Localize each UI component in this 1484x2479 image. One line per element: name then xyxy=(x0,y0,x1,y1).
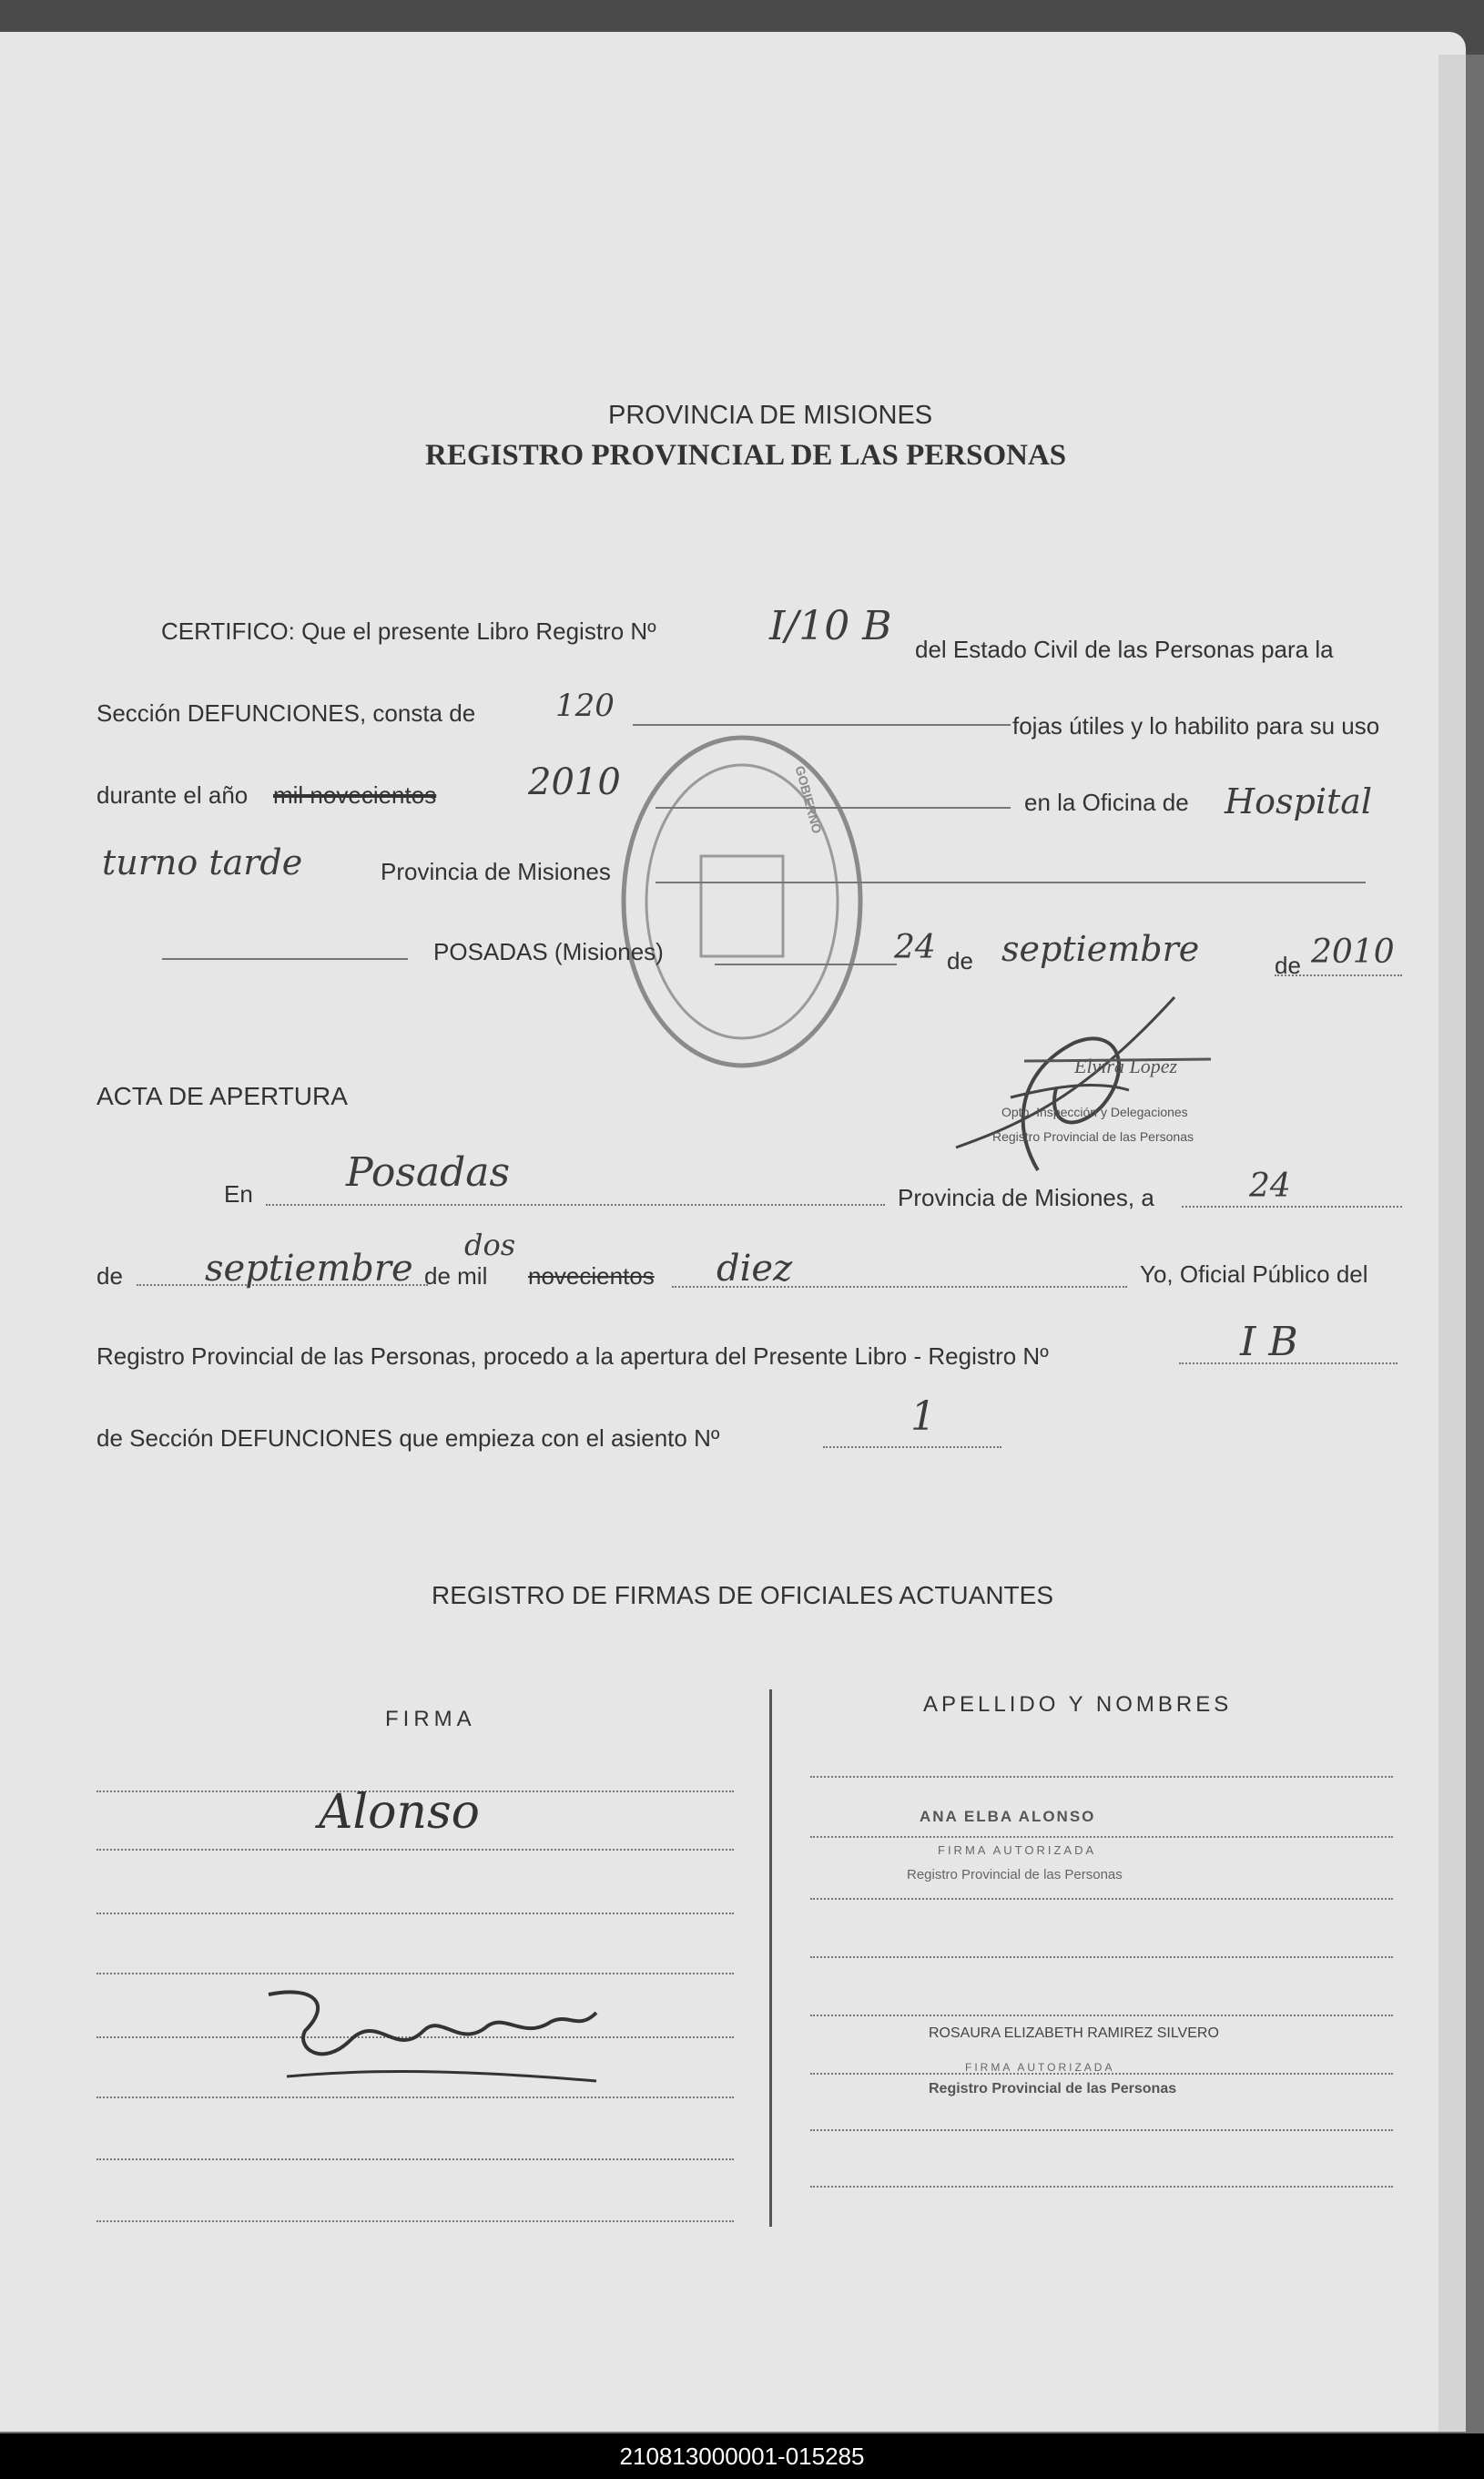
registry-heading: REGISTRO PROVINCIAL DE LAS PERSONAS xyxy=(425,439,1067,472)
names-line-7 xyxy=(810,2129,1393,2131)
cert-year2-line xyxy=(1275,974,1402,976)
opening-de: de xyxy=(97,1262,123,1290)
cert-line3-b: en la Oficina de xyxy=(1024,789,1189,816)
cert-line2-a: Sección DEFUNCIONES, consta de xyxy=(97,699,476,727)
stamp2-org: Registro Provincial de las Personas xyxy=(929,2081,1177,2096)
cert-line5-leading-line xyxy=(162,958,408,960)
cert-line3-a: durante el año xyxy=(97,781,249,809)
opening-city-line xyxy=(266,1204,885,1206)
firma-line-2 xyxy=(97,1849,734,1851)
opening-de-mil: de mil xyxy=(424,1262,488,1290)
cert-year: 2010 xyxy=(528,761,621,803)
document-id-footer: 210813000001-015285 xyxy=(0,2433,1484,2479)
official-stamp-name: Elvira López xyxy=(1074,1055,1178,1077)
cert-de2: de xyxy=(1275,952,1301,979)
stamp1-name: ANA ELBA ALONSO xyxy=(920,1808,1096,1825)
cert-line1-a: CERTIFICO: Que el presente Libro Registro Nº xyxy=(161,617,656,645)
opening-en: En xyxy=(224,1180,253,1208)
cert-line4-line xyxy=(656,882,1366,883)
signatures-title: REGISTRO DE FIRMAS DE OFICIALES ACTUANTES xyxy=(432,1581,1053,1609)
cert-year2: 2010 xyxy=(1311,933,1395,971)
official-stamp-line1: Opto. Inspección y Delegaciones xyxy=(1001,1105,1188,1119)
opening-book: I B xyxy=(1240,1319,1298,1365)
cert-struck: mil novecientos xyxy=(273,781,437,809)
opening-entry: 1 xyxy=(910,1393,936,1440)
opening-entry-line xyxy=(823,1446,1001,1448)
cert-line1-b: del Estado Civil de las Personas para la xyxy=(915,636,1334,663)
names-line-8 xyxy=(810,2186,1393,2188)
cert-line4-b: Provincia de Misiones xyxy=(381,858,611,885)
firma-line-4 xyxy=(97,1973,734,1974)
opening-city: Posadas xyxy=(346,1149,511,1196)
col-names-header: APELLIDO Y NOMBRES xyxy=(923,1692,1233,1717)
round-seal xyxy=(615,729,869,1075)
firma-line-8 xyxy=(97,2220,734,2222)
opening-line3: Registro Provincial de las Personas, procedo a la apertura del Presente Libro - Registro Nº xyxy=(97,1342,1049,1370)
opening-dos: dos xyxy=(464,1228,516,1262)
cert-book-number: I/10 B xyxy=(769,603,892,649)
opening-prov: Provincia de Misiones, a xyxy=(898,1184,1154,1211)
cert-folios: 120 xyxy=(555,688,615,724)
signature-2-scribble xyxy=(259,1976,615,2095)
page-edge xyxy=(1438,55,1466,2432)
firma-line-6 xyxy=(97,2096,734,2098)
cert-folios-line xyxy=(633,724,1011,726)
cert-day: 24 xyxy=(894,929,936,966)
document-page xyxy=(0,32,1466,2432)
names-line-3 xyxy=(810,1898,1393,1900)
names-line-5 xyxy=(810,2015,1393,2016)
official-stamp-line2: Registro Provincial de las Personas xyxy=(992,1129,1194,1144)
stamp2-name: ROSAURA ELIZABETH RAMIREZ SILVERO xyxy=(929,2025,1219,2041)
stamp1-role: FIRMA AUTORIZADA xyxy=(938,1843,1097,1857)
stamp1-org: Registro Provincial de las Personas xyxy=(907,1867,1123,1882)
cert-office-a: Hospital xyxy=(1225,781,1373,821)
round-seal-text: GOBIERNO xyxy=(792,764,825,835)
opening-title: ACTA DE APERTURA xyxy=(97,1082,348,1110)
firma-line-3 xyxy=(97,1913,734,1914)
cert-year-line xyxy=(656,807,1011,809)
province-heading: PROVINCIA DE MISIONES xyxy=(608,401,933,430)
cert-place-line xyxy=(715,964,897,965)
cert-de1: de xyxy=(947,947,973,974)
stamp2-role: FIRMA AUTORIZADA xyxy=(965,2061,1115,2074)
names-line-4 xyxy=(810,1956,1393,1958)
firma-line-7 xyxy=(97,2158,734,2160)
cert-line2-b: fojas útiles y lo habilito para su uso xyxy=(1012,712,1380,740)
opening-yo: Yo, Oficial Público del xyxy=(1140,1260,1368,1288)
col-firma-header: FIRMA xyxy=(385,1707,476,1731)
opening-novecientos: novecientos xyxy=(528,1262,655,1290)
names-line-1 xyxy=(810,1776,1393,1778)
names-line-2 xyxy=(810,1836,1393,1838)
opening-day: 24 xyxy=(1249,1168,1291,1205)
signature-1: Alonso xyxy=(319,1785,480,1840)
opening-day-line xyxy=(1182,1206,1402,1208)
opening-diez: diez xyxy=(717,1248,793,1290)
opening-line4: de Sección DEFUNCIONES que empieza con el asiento Nº xyxy=(97,1424,720,1452)
cert-month: septiembre xyxy=(1001,929,1200,969)
official-signature xyxy=(938,988,1229,1188)
opening-month: septiembre xyxy=(205,1248,413,1290)
cert-office-b: turno tarde xyxy=(102,842,303,882)
cert-place: POSADAS (Misiones) xyxy=(433,938,664,965)
column-divider xyxy=(769,1689,772,2227)
